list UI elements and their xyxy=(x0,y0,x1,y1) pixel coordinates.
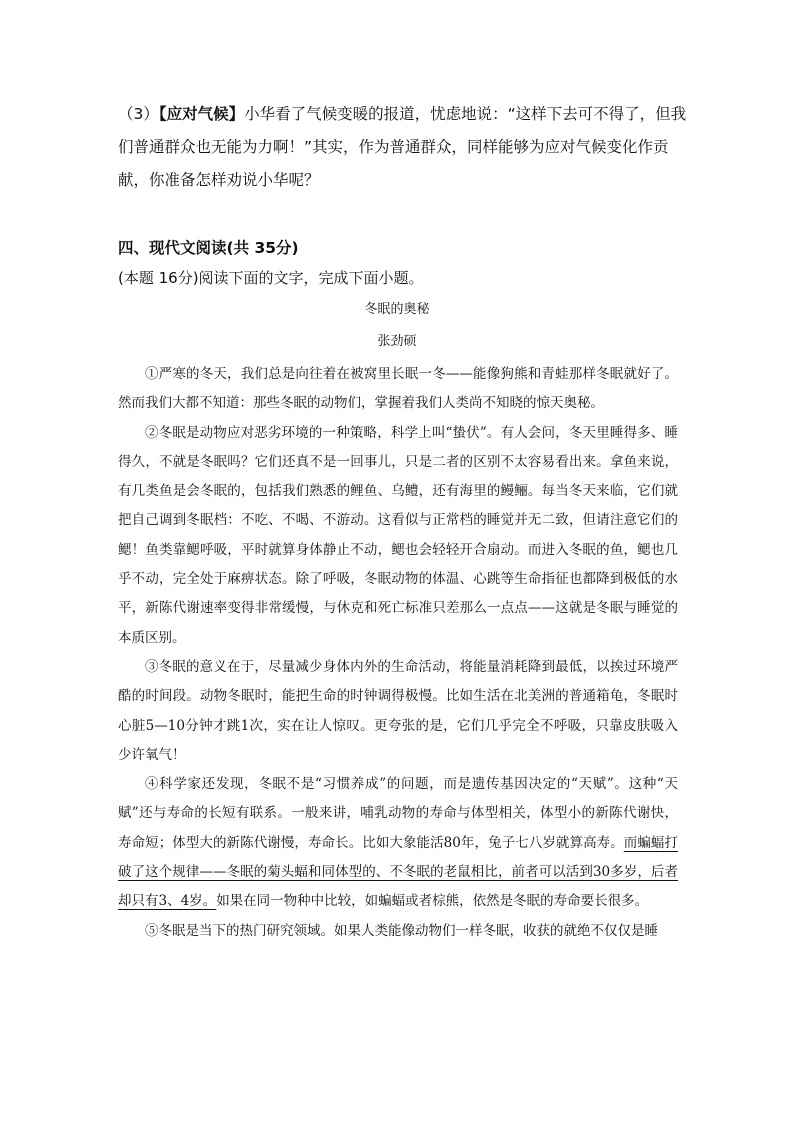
paragraph-1: ①严寒的冬天，我们总是向往着在被窝里长眠一冬——能像狗熊和青蛙那样冬眠就好了。然而我们大都不知道：那些冬眠的动物们，掌握着我们人类尚不知晓的惊天奥秘。 xyxy=(118,366,678,412)
paragraph-2: ②冬眠是动物应对恶劣环境的一种策略，科学上叫“蛰伏”。有人会问，冬天里睡得多、睡得久，不就是冬眠吗？它们还真不是一回事儿，只是二者的区别不太容易看出来。拿鱼来说，有几类鱼是会冬眠的，包括我们熟悉的鲤鱼、乌鳢，还有海里的鳗鲡。每当冬天来临，它们就把自己调到冬眠档：不吃、不喝、不游动。这看似与正常档的睡觉并无二致，但请注意它们的鳃！鱼类靠鳃呼吸，平时就算身体静止不动，鳃也会轻轻开合扇动。而进入冬眠的鱼，鳃也几乎不动，完全处于麻痹状态。除了呼吸，冬眠动物的体温、心跳等生命指征也都降到极低的水平，新陈代谢速率变得非常缓慢，与休克和死亡标准只差那么一点点——这就是冬眠与睡觉的本质区别。 xyxy=(118,424,678,646)
paragraph-4-tail: 如果在同一物种中比较，如蝙蝠或者棕熊，依然是冬眠的寿命要长很多。 xyxy=(216,893,649,910)
question-text: 小华看了气候变暖的报道，忧虑地说：“这样下去可不得了，但我们普通群众也无能为力啊！”其实，作为普通群众，同样能够为应对气候变化作贡献，你准备怎样劝说小华呢？ xyxy=(118,105,687,189)
article-author: 张劲硕 xyxy=(377,334,417,349)
article-body xyxy=(118,360,678,946)
underlined-sentence: 而蝙蝠打破了这个规律——冬眠的菊头蝠和同体型的、不冬眠的老鼠相比，前者可以活到30多岁，后者却只有3、4岁。 xyxy=(118,834,678,910)
paragraph-4-lead: ④科学家还发现，冬眠不是“习惯养成”的问题，而是遗传基因决定的“天赋”。这种“天赋”还与寿命的长短有联系。一般来讲，哺乳动物的寿命与体型相关，体型小的新陈代谢快，寿命短；体型大的新陈代谢慢，寿命长。比如大象能活80年，兔子七八岁就算高寿。 xyxy=(118,776,678,851)
paragraph-4 xyxy=(118,770,678,916)
question-number: （3） xyxy=(118,105,159,123)
paragraph-5: ⑤冬眠是当下的热门研究领域。如果人类能像动物们一样冬眠，收获的就绝不仅仅是睡 xyxy=(145,922,658,939)
section-intro: (本题 16分)阅读下面的文字，完成下面小题。 xyxy=(118,269,424,287)
article-title: 冬眠的奥秘 xyxy=(364,302,430,317)
question-3 xyxy=(118,98,688,197)
paragraph-3: ③冬眠的意义在于，尽量减少身体内外的生命活动，将能量消耗降到最低，以挨过环境严酷的时间段。动物冬眠时，能把生命的时钟调得极慢。比如生活在北美洲的普通箱龟，冬眠时心脏5—10分钟才跳1次，实在让人惊叹。更夸张的是，它们几乎完全不呼吸，只靠皮肤吸入少许氧气！ xyxy=(118,658,678,763)
question-tag: 【应对气候】 xyxy=(158,105,245,123)
section-title: 四、现代文阅读(共 35分) xyxy=(118,239,299,257)
